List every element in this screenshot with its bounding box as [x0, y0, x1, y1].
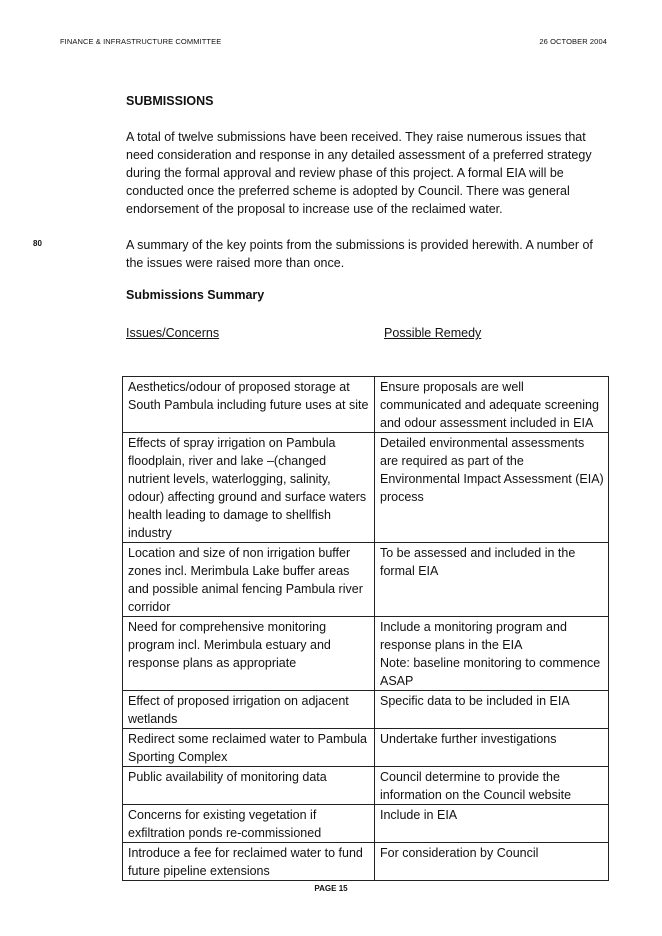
table-row	[123, 767, 609, 805]
section-title: SUBMISSIONS	[126, 94, 214, 108]
table-row	[123, 805, 609, 843]
header-date: 26 OCTOBER 2004	[539, 37, 607, 46]
summary-heading: Submissions Summary	[126, 288, 265, 302]
submissions-table	[122, 376, 609, 881]
issue-cell: Effect of proposed irrigation on adjacent wetlands	[123, 691, 375, 729]
issue-cell: Location and size of non irrigation buffer zones incl. Merimbula Lake buffer areas and possible animal fencing Pambula river corridor	[123, 543, 375, 617]
remedy-cell: Undertake further investigations	[375, 729, 609, 767]
remedy-cell: Specific data to be included in EIA	[375, 691, 609, 729]
remedy-cell: For consideration by Council	[375, 843, 609, 881]
table-row	[123, 843, 609, 881]
issue-cell: Aesthetics/odour of proposed storage at South Pambula including future uses at site	[123, 377, 375, 433]
table-row	[123, 691, 609, 729]
margin-number: 80	[33, 239, 42, 248]
issue-cell: Redirect some reclaimed water to Pambula Sporting Complex	[123, 729, 375, 767]
header-committee: FINANCE & INFRASTRUCTURE COMMITTEE	[60, 37, 222, 46]
remedy-cell: Ensure proposals are well communicated and adequate screening and odour assessment included in EIA	[375, 377, 609, 433]
table-row	[123, 543, 609, 617]
paragraph-submissions: A total of twelve submissions have been received. They raise numerous issues that need consideration and response in any detailed assessment of a preferred strategy during the formal approval and review phase of this project. A formal EIA will be conducted once the preferred scheme is adopted by Council. There was general endorsement of the proposal to increase use of the reclaimed water.	[126, 130, 592, 216]
issue-cell: Need for comprehensive monitoring program incl. Merimbula estuary and response plans as appropriate	[123, 617, 375, 691]
column-heading-remedy: Possible Remedy	[384, 326, 482, 340]
issue-cell: Public availability of monitoring data	[123, 767, 375, 805]
remedy-cell: To be assessed and included in the formal EIA	[375, 543, 609, 617]
column-heading-issues: Issues/Concerns	[126, 326, 220, 340]
issue-cell: Introduce a fee for reclaimed water to fund future pipeline extensions	[123, 843, 375, 881]
paragraph-summary-intro: A summary of the key points from the submissions is provided herewith. A number of the issues were raised more than once.	[126, 238, 593, 270]
remedy-cell: Council determine to provide the information on the Council website	[375, 767, 609, 805]
page-number: PAGE 15	[314, 884, 348, 893]
remedy-cell: Include in EIA	[375, 805, 609, 843]
table-row	[123, 617, 609, 691]
remedy-cell: Include a monitoring program and response plans in the EIA Note: baseline monitoring to commence ASAP	[375, 617, 609, 691]
issue-cell: Concerns for existing vegetation if exfiltration ponds re-commissioned	[123, 805, 375, 843]
table-row	[123, 433, 609, 543]
table-row	[123, 729, 609, 767]
issue-cell: Effects of spray irrigation on Pambula floodplain, river and lake –(changed nutrient levels, waterlogging, salinity, odour) affecting ground and surface waters health leading to damage to shellfish industry	[123, 433, 375, 543]
remedy-cell: Detailed environmental assessments are required as part of the Environmental Impact Assessment (EIA) process	[375, 433, 609, 543]
table-row	[123, 377, 609, 433]
